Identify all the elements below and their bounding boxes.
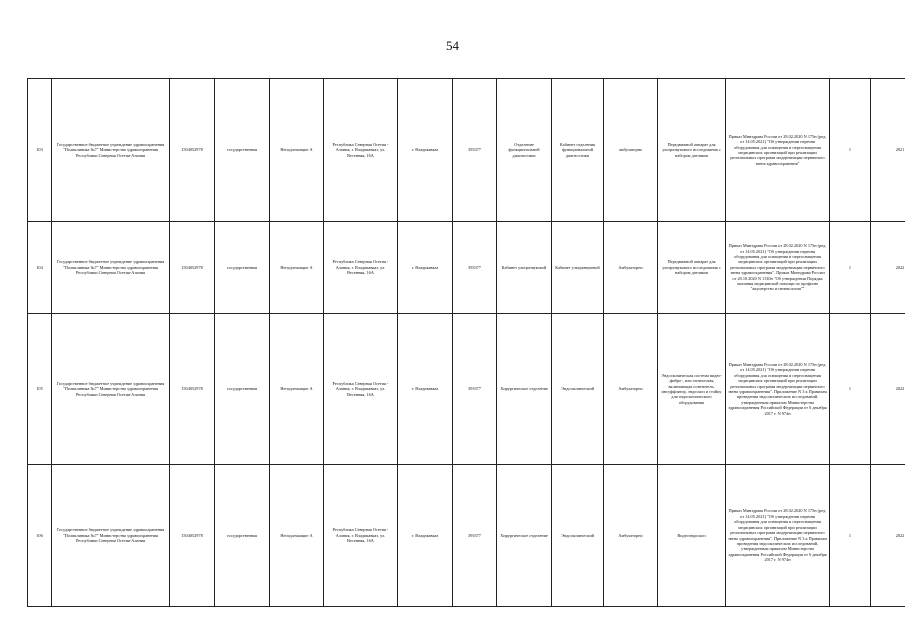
table-row [28, 314, 905, 465]
quantity-cell: 1 [830, 222, 871, 314]
table-row [28, 465, 905, 607]
regulation-cell: Приказ Минздрава России от 28.02.2020 N 175н (ред. от 14.05.2021) "Об утверждении перечня оборудования для оснащения и переоснащения медицинских организаций при реализации региональных программ модернизации первичного звена здравоохранения". Приложение N 3 к Правилам проведения эндоскопических исследований, утвержденным приказом Министерства здравоохранения Российской Федерации от 6 декабря 2017 г. N 974н [726, 465, 830, 607]
department-cell: Отделение функциональной диагностики [497, 79, 552, 222]
table-row [28, 222, 905, 314]
ownership-form-cell: государственная [215, 465, 270, 607]
organization-cell: Государственное бюджетное учреждение здравоохранения "Поликлиника №7" Министерства здравоохранения Республики Северная Осетия-Алания [52, 314, 170, 465]
care-conditions-cell: амбулаторно [604, 79, 658, 222]
regulation-cell: Приказ Минздрава России от 28.02.2020 N 175н (ред. от 14.05.2021) "Об утверждении перечня оборудования для оснащения и переоснащения медицинских организаций при реализации региональных программ модернизации первичного звена здравоохранения" [726, 79, 830, 222]
subdepartment-cell: Эндоскопический [552, 314, 604, 465]
ownership-form-cell: государственная [215, 222, 270, 314]
facility-type-cell: Неподлежащие А [270, 222, 324, 314]
quantity-cell: 1 [830, 314, 871, 465]
inn-cell: 1504052978 [170, 314, 215, 465]
inn-cell: 1504052978 [170, 79, 215, 222]
care-conditions-cell: Амбулаторно [604, 222, 658, 314]
facility-type-cell: Неподлежащие А [270, 79, 324, 222]
equipment-cell: Передвижной аппарат для ультразвукового исследования с набором датчиков [658, 79, 726, 222]
city-cell: г. Владикавказ [398, 79, 453, 222]
care-conditions-cell: Амбулаторно [604, 465, 658, 607]
city-cell: г. Владикавказ [398, 465, 453, 607]
inn-cell: 1504052978 [170, 222, 215, 314]
subdepartment-cell: Кабинет ультразвуковой [552, 222, 604, 314]
quantity-cell: 1 [830, 79, 871, 222]
code-cell: 393377 [453, 314, 497, 465]
subdepartment-cell: Эндоскопический [552, 465, 604, 607]
address-cell: Республика Северная Осетия - Алания, г. Владикавказ, ул. Весенняя, 16А [324, 222, 398, 314]
code-cell: 393377 [453, 465, 497, 607]
row-number-cell: 106 [28, 465, 52, 607]
address-cell: Республика Северная Осетия - Алания, г. Владикавказ, ул. Весенняя, 16А [324, 465, 398, 607]
year-cell: 2021 [871, 79, 905, 222]
facility-type-cell: Неподлежащие А [270, 314, 324, 465]
code-cell: 393377 [453, 79, 497, 222]
subdepartment-cell: Кабинет отделения функциональной диагностики [552, 79, 604, 222]
row-number-cell: 104 [28, 222, 52, 314]
city-cell: г. Владикавказ [398, 314, 453, 465]
department-cell: Хирургическое отделение [497, 314, 552, 465]
year-cell: 2022 [871, 465, 905, 607]
inn-cell: 1504052978 [170, 465, 215, 607]
organization-cell: Государственное бюджетное учреждение здравоохранения "Поликлиника №7" Министерства здравоохранения Республики Северная Осетия-Алания [52, 465, 170, 607]
page-number: 54 [446, 38, 459, 53]
regulation-cell: Приказ Минздрава России от 28.02.2020 N 175н (ред. от 14.05.2021) "Об утверждении перечня оборудования для оснащения и переоснащения медицинских организаций при реализации региональных программ модернизации первичного звена здравоохранения". Приложение N 3 к Правилам проведения эндоскопических исследований, утвержденным приказом Министерства здравоохранения Российской Федерации от 6 декабря 2017 г. N 974н [726, 314, 830, 465]
facility-type-cell: Неподлежащие А [270, 465, 324, 607]
row-number-cell: 103 [28, 79, 52, 222]
ownership-form-cell: государственная [215, 79, 270, 222]
row-number-cell: 105 [28, 314, 52, 465]
quantity-cell: 1 [830, 465, 871, 607]
address-cell: Республика Северная Осетия - Алания, г. Владикавказ, ул. Весенняя, 16А [324, 314, 398, 465]
regulation-cell: Приказ Минздрава России от 28.02.2020 N 175н (ред. от 14.05.2021) "Об утверждении перечня оборудования для оснащения и переоснащения медицинских организаций при реализации региональных программ модернизации первичного звена здравоохранения". Приказ Минздрава России от 20.10.2020 N 1130н "Об утверждении Порядка оказания медицинской помощи по профилю "акушерство и гинекология"" [726, 222, 830, 314]
table-row [28, 79, 905, 222]
equipment-cell: Эндоскопическая система видео- ,фибро-, или оптическая, включающая осветитель, инсуффлятор, эндоскоп и стойку для эндоскопического оборудования [658, 314, 726, 465]
organization-cell: Государственное бюджетное учреждение здравоохранения "Поликлиника №7" Министерства здравоохранения Республики Северная Осетия-Алания [52, 222, 170, 314]
city-cell: г. Владикавказ [398, 222, 453, 314]
department-cell: Хирургическое отделение [497, 465, 552, 607]
code-cell: 393377 [453, 222, 497, 314]
ownership-form-cell: государственная [215, 314, 270, 465]
care-conditions-cell: Амбулаторно [604, 314, 658, 465]
year-cell: 2022 [871, 314, 905, 465]
organization-cell: Государственное бюджетное учреждение здравоохранения "Поликлиника №7" Министерства здравоохранения Республики Северная Осетия-Алания [52, 79, 170, 222]
equipment-cell: Передвижной аппарат для ультразвукового исследования с набором датчиков [658, 222, 726, 314]
year-cell: 2022 [871, 222, 905, 314]
equipment-registry-table [27, 78, 905, 607]
equipment-cell: Видеоэндоскоп [658, 465, 726, 607]
address-cell: Республика Северная Осетия - Алания, г. Владикавказ, ул. Весенняя, 16А [324, 79, 398, 222]
department-cell: Кабинет ультразвуковой [497, 222, 552, 314]
